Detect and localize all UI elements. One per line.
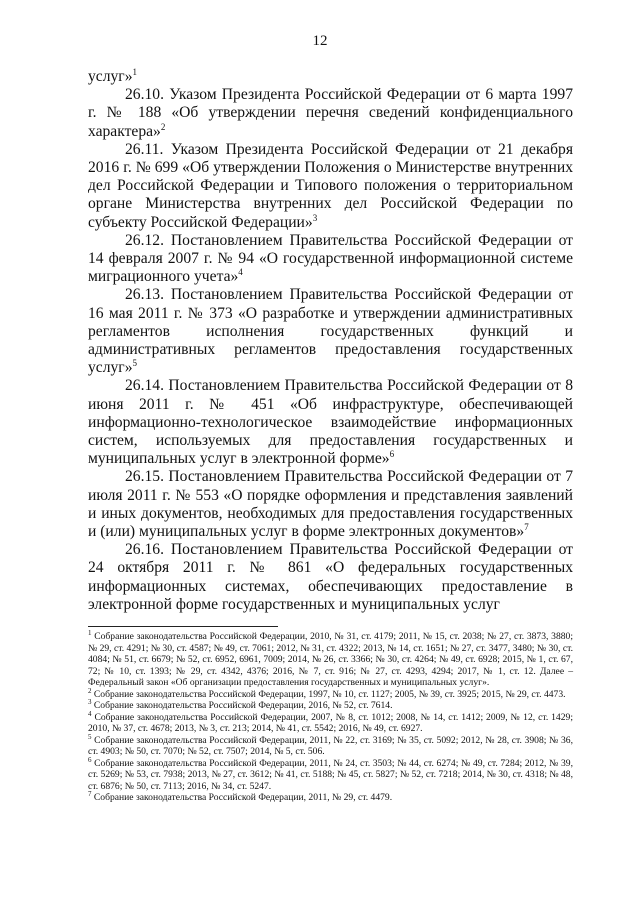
footnote-3 [88, 697, 573, 712]
paragraph-text: 26.16. Постановлением Правительства Российской Федерации от 24 октября 2011 г. № 861 «О федеральных государственных информационных системах, обеспечивающих предоставление в электронной форме государственных и муниципальных услуг [88, 541, 573, 613]
footnote-number: 2 [88, 686, 92, 695]
footnote-text: Собрание законодательства Российской Федерации, 2016, № 52, ст. 7614. [93, 700, 393, 711]
footnote-number: 4 [88, 709, 92, 718]
footnote-7 [88, 789, 573, 804]
footnote-number: 5 [88, 732, 92, 741]
paragraph-text: 26.10. Указом Президента Российской Федерации от 6 марта 1997 г. № 188 «Об утверждении перечня сведений конфиденциального характера» [88, 86, 573, 140]
footnote-text: Собрание законодательства Российской Федерации, 2007, № 8, ст. 1012; 2008, № 14, ст. 1412; 2009, № 12, ст. 1429; 2010, № 37, ст. 4678; 2013, № 3, ст. 213; 2014, № 41, ст. 5542; 2016, № 49, ст. 6927. [88, 711, 573, 734]
footnote-ref: 1 [132, 66, 137, 77]
footnote-ref: 5 [132, 358, 137, 369]
paragraph-26-15 [88, 468, 573, 541]
footnote-4 [88, 709, 573, 735]
footnote-separator [88, 626, 278, 627]
footnote-text: Собрание законодательства Российской Федерации, 2011, № 29, ст. 4479. [93, 792, 393, 803]
paragraph-text: 26.14. Постановлением Правительства Российской Федерации от 8 июня 2011 г. № 451 «Об инфраструктуре, обеспечивающей информационно-технологическое взаимодействие информационных систем, используемых для предоставления государственных и муниципальных услуг в электронной форме» [88, 377, 573, 468]
paragraph-26-12 [88, 232, 573, 287]
footnote-1 [88, 628, 573, 689]
footnote-number: 3 [88, 697, 92, 706]
footnote-ref: 7 [524, 521, 529, 532]
footnote-number: 1 [88, 628, 92, 637]
footnote-5 [88, 732, 573, 758]
footnote-6 [88, 755, 573, 793]
footnote-text: Собрание законодательства Российской Федерации, 2011, № 22, ст. 3169; № 35, ст. 5092; 2012, № 28, ст. 3908; № 36, ст. 4903; № 50, ст. 7070; № 52, ст. 7507; 2014, № 5, ст. 506. [88, 734, 573, 757]
footnote-ref: 3 [312, 212, 318, 223]
footnotes [88, 628, 573, 804]
footnote-number: 7 [88, 789, 92, 798]
paragraph-26-10 [88, 86, 573, 141]
paragraph-26-16 [88, 541, 573, 614]
continuation-line [88, 68, 573, 86]
page-number: 12 [312, 33, 328, 49]
document-body [88, 68, 573, 614]
footnote-text: Собрание законодательства Российской Федерации, 1997, № 10, ст. 1127; 2005, № 39, ст. 3925; 2015, № 29, ст. 4473. [93, 688, 566, 700]
paragraph-26-13 [88, 286, 573, 377]
paragraph-text: 26.12. Постановлением Правительства Российской Федерации от 14 февраля 2007 г. № 94 «О государственной информационной системе миграционного учета» [88, 231, 573, 286]
footnote-text: Собрание законодательства Российской Федерации, 2010, № 31, ст. 4179; 2011, № 15, ст. 2038; № 27, ст. 3873, 3880; № 29, ст. 4291; № 30, ст. 4587; № 49, ст. 7061; 2012, № 31, ст. 4322; 2013, № 14, ст. 1651; № 27, ст. 3477, 3480; № 30, ст. 4084; № 51, ст. 6679; № 52, ст. 6952, 6961, 7009; 2014, № 26, ст. 3366; № 30, ст. 4264; № 49, ст. 6928; 2015, № 1, ст. 67, 72; № 10, ст. 1393; № 29, ст. 4342, 4376; 2016, № 7, ст. 916; № 27, ст. 4293, 4294; 2017, № 1, ст. 12. Далее – Федеральный закон «Об организации предоставления государственных и муниципальных услуг». [88, 631, 573, 688]
paragraph-text: 26.11. Указом Президента Российской Федерации от 21 декабря 2016 г. № 699 «Об утверждении Положения о Министерстве внутренних дел Российской Федерации и Типового положения о территориальном органе Министерства внутренних дел Российской Федерации по субъекту Российской Федерации» [88, 140, 573, 231]
footnote-ref: 2 [160, 121, 166, 132]
paragraph-text: 26.15. Постановлением Правительства Российской Федерации от 7 июля 2011 г. № 553 «О порядке оформления и представления заявлений и иных документов, необходимых для предоставления государственных и (или) муниципальных услуг в форме электронных документов» [88, 468, 573, 541]
paragraph-text: 26.13. Постановлением Правительства Российской Федерации от 16 мая 2011 г. № 373 «О разработке и утверждении административных регламентов исполнения государственных функций и административных регламентов предоставления государственных услуг» [88, 286, 573, 377]
footnote-ref: 4 [238, 267, 243, 278]
paragraph-26-14 [88, 377, 573, 468]
footnote-ref: 6 [389, 449, 395, 460]
footnote-text: Собрание законодательства Российской Федерации, 2011, № 24, ст. 3503; № 44, ст. 6274; № 49, ст. 7284; 2012, № 39, ст. 5269; № 53, ст. 7938; 2013, № 27, ст. 3612; № 41, ст. 5188; № 45, ст. 5827; № 52, ст. 7218; 2014, № 30, ст. 4318; № 48, ст. 6876; № 50, ст. 7113; 2016, № 34, ст. 5247. [88, 757, 573, 792]
footnote-2 [88, 686, 573, 701]
paragraph-26-11 [88, 141, 573, 232]
continuation-text: услуг» [88, 68, 133, 85]
footnote-number: 6 [88, 755, 92, 764]
